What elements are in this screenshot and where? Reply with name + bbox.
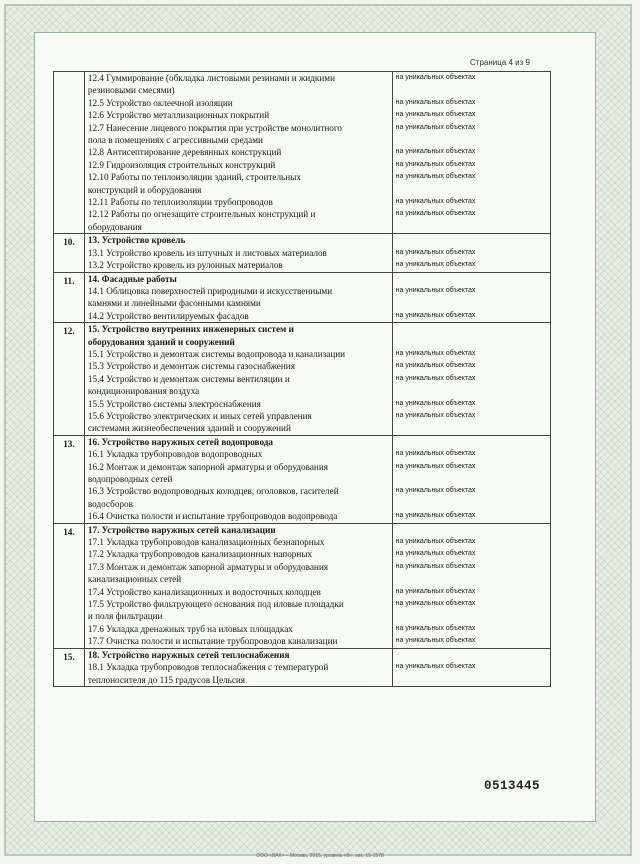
condition-note: [393, 610, 550, 622]
row-number: 13.: [54, 435, 85, 523]
work-item: 13.1 Устройство кровель из штучных и листовых материалов: [87, 247, 327, 258]
work-item: 16.1 Укладка трубопроводов водопроводных: [87, 449, 263, 460]
table-row: [54, 523, 551, 648]
section-heading: 16. Устройство наружных сетей водопровода: [87, 436, 274, 447]
work-item: теплоносителя до 115 градусов Цельсия: [87, 674, 246, 685]
work-item: 12.11 Работы по теплоизоляции трубопроводов: [87, 197, 273, 208]
condition-note: на уникальных объектах: [395, 111, 476, 119]
work-item: 17.7 Очистка полости и испытание трубопроводов канализации: [87, 636, 338, 647]
work-item: конструкций и оборудования: [87, 184, 202, 195]
condition-note: на уникальных объектах: [395, 148, 476, 156]
work-item: 14.1 Облицовка поверхностей природными и искусственными: [87, 285, 333, 296]
condition-note: на уникальных объектах: [395, 123, 476, 131]
work-item: 12.10 Работы по теплоизоляции зданий, строительных: [87, 172, 301, 183]
table-row: [54, 648, 551, 686]
condition-note: на уникальных объектах: [395, 198, 476, 206]
condition-note: [393, 336, 550, 348]
condition-note: [393, 498, 550, 510]
condition-note: на уникальных объектах: [395, 663, 476, 671]
condition-note: на уникальных объектах: [395, 399, 476, 407]
condition-note: на уникальных объектах: [395, 538, 476, 546]
table-row: [54, 72, 551, 234]
condition-note: на уникальных объектах: [395, 374, 476, 382]
work-item: 12.8 Антисептирование деревянных конструкций: [87, 147, 282, 158]
work-item: 17.6 Укладка дренажных труб на иловых площадках: [87, 623, 293, 634]
condition-note: на уникальных объектах: [395, 487, 476, 495]
condition-note: [393, 297, 550, 309]
condition-note: на уникальных объектах: [395, 248, 476, 256]
work-item: 12.4 Гуммирование (обкладка листовыми резинами и жидкими: [87, 73, 335, 83]
work-item: оборудования: [87, 221, 142, 232]
condition-note: [393, 436, 550, 448]
condition-cell: [392, 234, 550, 272]
condition-note: [393, 134, 550, 146]
works-table: [53, 71, 551, 687]
condition-note: на уникальных объектах: [395, 261, 476, 269]
work-item: 15.6 Устройство электрических и иных сетей управления: [87, 410, 312, 421]
work-item: 12.5 Устройство оклеечной изоляции: [87, 97, 233, 108]
condition-note: на уникальных объектах: [395, 173, 476, 181]
condition-cell: [392, 648, 550, 686]
table-row: [54, 272, 551, 323]
section-heading: 18. Устройство наружных сетей теплоснабжения: [87, 649, 290, 660]
work-description-cell: [84, 435, 392, 523]
condition-note: [393, 323, 550, 335]
work-item: 15.5 Устройство системы электроснабжения: [87, 398, 261, 409]
condition-cell: [392, 272, 550, 323]
table-row: [54, 323, 551, 436]
condition-note: на уникальных объектах: [395, 362, 476, 370]
work-item: 12.6 Устройство металлизационных покрытий: [87, 110, 270, 121]
condition-cell: [392, 72, 550, 234]
section-heading: оборудования зданий и сооружений: [87, 336, 235, 347]
condition-note: на уникальных объектах: [395, 286, 476, 294]
condition-note: [393, 524, 550, 536]
condition-cell: [392, 323, 550, 436]
work-item: 16.2 Монтаж и демонтаж запорной арматуры и оборудования: [87, 461, 328, 472]
condition-note: на уникальных объектах: [395, 637, 476, 645]
work-item: 18.1 Укладка трубопроводов теплоснабжения с температурой: [87, 662, 329, 673]
condition-note: [393, 674, 550, 686]
condition-note: на уникальных объектах: [395, 624, 476, 632]
work-item: резиновыми смесями): [87, 85, 175, 96]
work-item: и поля фильтрации: [87, 611, 163, 622]
work-item: 15.4 Устройство и демонтаж системы вентиляции и: [87, 373, 290, 384]
work-item: 17.1 Укладка трубопроводов канализационных безнапорных: [87, 537, 325, 548]
work-item: 15.3 Устройство и демонтаж системы газоснабжения: [87, 361, 295, 372]
condition-note: на уникальных объектах: [395, 210, 476, 218]
work-item: 17.2 Укладка трубопроводов канализационных напорных: [87, 549, 313, 560]
condition-note: на уникальных объектах: [395, 411, 476, 419]
condition-note: [393, 473, 550, 485]
condition-note: на уникальных объектах: [395, 587, 476, 595]
row-number: 10.: [54, 234, 85, 272]
condition-note: [393, 184, 550, 196]
section-heading: 13. Устройство кровель: [87, 235, 186, 246]
page-number: Страница 4 из 9: [470, 58, 530, 67]
condition-note: [393, 649, 550, 661]
work-item: 15.1 Устройство и демонтаж системы водопровода и канализации: [87, 348, 346, 359]
condition-note: на уникальных объектах: [395, 550, 476, 558]
condition-note: [393, 221, 550, 233]
condition-note: [393, 234, 550, 246]
condition-note: на уникальных объектах: [395, 600, 476, 608]
section-heading: 15. Устройство внутренних инженерных систем и: [87, 324, 294, 335]
condition-note: на уникальных объектах: [395, 562, 476, 570]
condition-note: на уникальных объектах: [395, 512, 476, 520]
work-item: канализационных сетей: [87, 574, 182, 585]
condition-note: на уникальных объектах: [395, 74, 476, 81]
work-item: 17.4 Устройство канализационных и водосточных колодцев: [87, 586, 321, 597]
work-description-cell: [84, 234, 392, 272]
condition-note: на уникальных объектах: [395, 98, 476, 106]
table-row: [54, 435, 551, 523]
work-item: 17.3 Монтаж и демонтаж запорной арматуры и оборудования: [87, 561, 328, 572]
row-number: 11.: [54, 272, 85, 323]
work-item: системами жизнеобеспечения зданий и сооружений: [87, 423, 291, 434]
work-item: кондиционирования воздуха: [87, 386, 200, 397]
work-item: 17.5 Устройство фильтрующего основания под иловые площадки: [87, 599, 344, 610]
row-number: 14.: [54, 523, 85, 648]
condition-cell: [392, 435, 550, 523]
condition-note: [393, 84, 550, 96]
work-item: 13.2 Устройство кровель из рулонных материалов: [87, 260, 283, 271]
condition-note: на уникальных объектах: [395, 160, 476, 168]
work-description-cell: [84, 323, 392, 436]
section-heading: 14. Фасадные работы: [87, 273, 177, 284]
condition-note: на уникальных объектах: [395, 349, 476, 357]
condition-note: [393, 273, 550, 285]
condition-note: на уникальных объектах: [395, 450, 476, 458]
work-item: водопроводных сетей: [87, 474, 173, 484]
condition-note: [393, 422, 550, 434]
condition-note: на уникальных объектах: [395, 311, 476, 319]
row-number: [54, 72, 85, 234]
work-item: 12.12 Работы по огнезащите строительных конструкций и: [87, 209, 316, 220]
section-heading: 17. Устройство наружных сетей канализации: [87, 524, 276, 535]
print-footer: ООО «ВАК» – Москва, 2015, уровень «В», зак. 15-1578: [256, 853, 384, 859]
work-item: пола в помещениях с агрессивными средами: [87, 135, 263, 146]
work-item: камнями и линейными фасонными камнями: [87, 298, 261, 309]
work-item: 14.2 Устройство вентилируемых фасадов: [87, 310, 249, 321]
work-description-cell: [84, 272, 392, 323]
work-description-cell: [84, 523, 392, 648]
work-item: 12.9 Гидроизоляция строительных конструкций: [87, 159, 276, 170]
work-item: 12.7 Нанесение лицевого покрытия при устройстве монолитного: [87, 122, 343, 133]
work-description-cell: [84, 72, 392, 234]
work-item: 16.4 Очистка полости и испытание трубопроводов водопровода: [87, 511, 338, 522]
condition-note: [393, 573, 550, 585]
work-item: водосборов: [87, 498, 133, 509]
row-number: 12.: [54, 323, 85, 436]
work-item: 16.3 Устройство водопроводных колодцев, оголовков, гасителей: [87, 486, 339, 497]
condition-cell: [392, 523, 550, 648]
condition-note: [393, 385, 550, 397]
serial-number: 0513445: [484, 779, 541, 793]
table-row: [54, 234, 551, 272]
row-number: 15.: [54, 648, 85, 686]
work-description-cell: [84, 648, 392, 686]
condition-note: на уникальных объектах: [395, 462, 476, 470]
